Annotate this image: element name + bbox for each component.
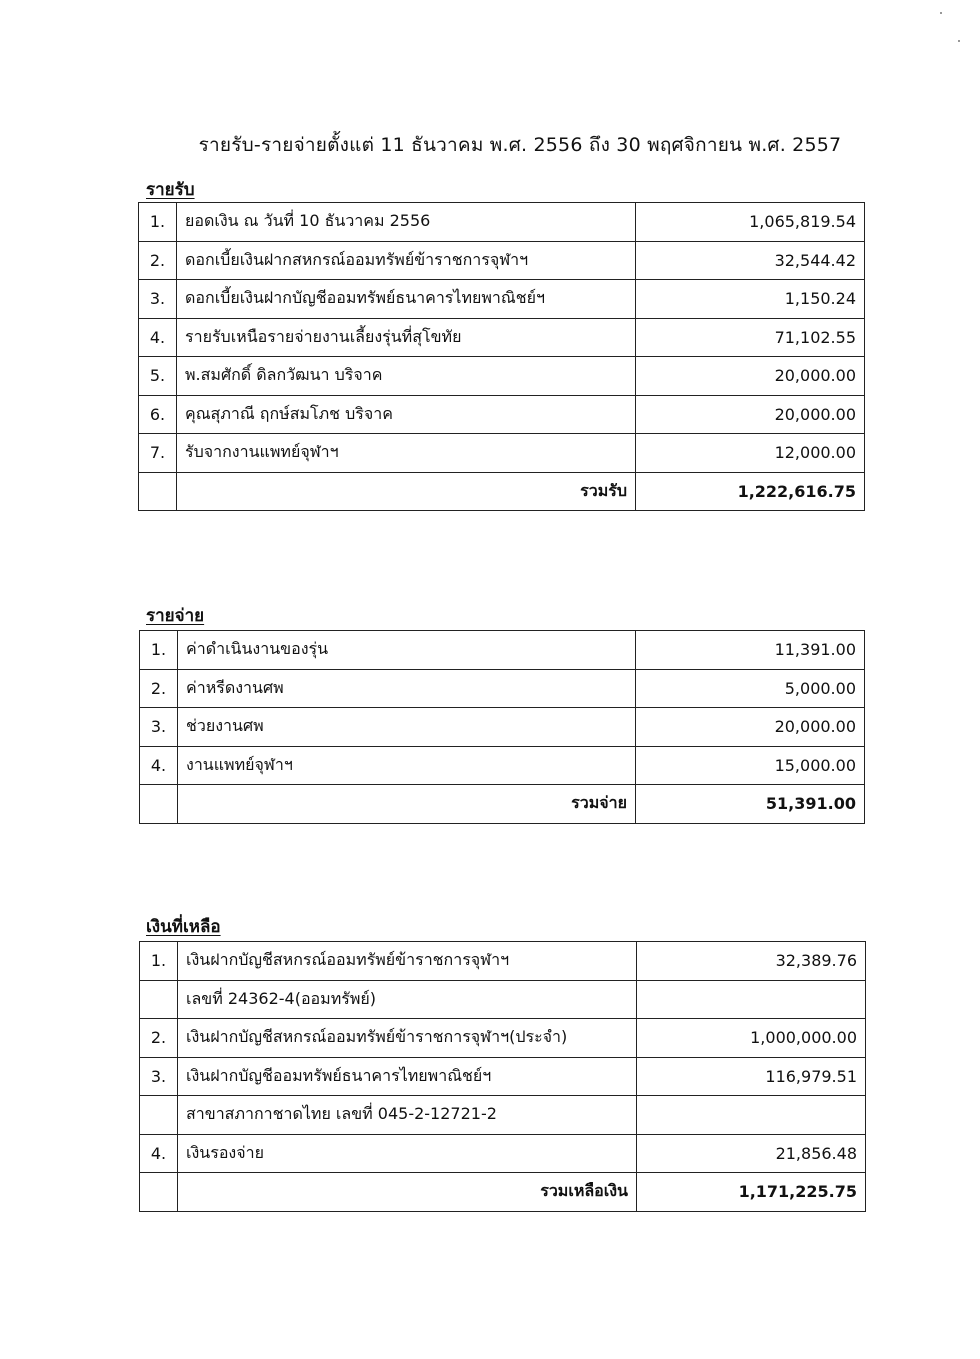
balance-row [140, 1057, 866, 1096]
balance-row [140, 1134, 866, 1173]
income-row [139, 318, 865, 357]
row-amount: 1,150.24 [636, 280, 865, 319]
row-number: 3. [140, 708, 178, 747]
row-description: เงินฝากบัญชีออมทรัพย์ธนาคารไทยพาณิชย์ฯ [178, 1057, 637, 1096]
row-number: 1. [140, 631, 178, 670]
row-amount: 15,000.00 [636, 746, 865, 785]
row-number: 2. [140, 669, 178, 708]
total-amount: 1,171,225.75 [637, 1173, 866, 1212]
row-description: ดอกเบี้ยเงินฝากสหกรณ์ออมทรัพย์ข้าราชการจุฬาฯ [177, 241, 636, 280]
page-title: รายรับ-รายจ่ายตั้งแต่ 11 ธันวาคม พ.ศ. 2556 ถึง 30 พฤศจิกายน พ.ศ. 2557 [198, 134, 842, 156]
income-row [139, 203, 865, 242]
row-amount: 20,000.00 [636, 357, 865, 396]
row-description: เงินฝากบัญชีสหกรณ์ออมทรัพย์ข้าราชการจุฬาฯ [178, 942, 637, 981]
scan-speck [940, 12, 942, 14]
row-description: เงินรองจ่าย [178, 1134, 637, 1173]
row-description: ช่วยงานศพ [178, 708, 636, 747]
total-amount: 51,391.00 [636, 785, 865, 824]
row-number: 4. [139, 318, 177, 357]
row-amount: 20,000.00 [636, 708, 865, 747]
row-description: คุณสุภาณี ฤกษ์สมโภช บริจาค [177, 395, 636, 434]
expense-total-row [140, 785, 865, 824]
row-number [140, 980, 178, 1019]
income-total-row [139, 472, 865, 511]
expense-row [140, 746, 865, 785]
row-description: ค่าหรีดงานศพ [178, 669, 636, 708]
income-heading: รายรับ [146, 180, 195, 200]
row-amount: 71,102.55 [636, 318, 865, 357]
row-description: รายรับเหนือรายจ่ายงานเลี้ยงรุ่นที่สุโขทัย [177, 318, 636, 357]
row-amount: 21,856.48 [637, 1134, 866, 1173]
row-description: สาขาสภากาชาดไทย เลขที่ 045-2-12721-2 [178, 1096, 637, 1135]
total-label: รวมจ่าย [178, 785, 636, 824]
row-number: 4. [140, 1134, 178, 1173]
row-description: ค่าดำเนินงานของรุ่น [178, 631, 636, 670]
balance-row [140, 1096, 866, 1135]
income-row [139, 357, 865, 396]
row-number: 4. [140, 746, 178, 785]
row-amount: 1,065,819.54 [636, 203, 865, 242]
row-amount: 12,000.00 [636, 434, 865, 473]
expense-row [140, 708, 865, 747]
row-number: 2. [139, 241, 177, 280]
balance-total-row [140, 1173, 866, 1212]
total-blank-cell [139, 472, 177, 511]
row-description: ดอกเบี้ยเงินฝากบัญชีออมทรัพย์ธนาคารไทยพาณิชย์ฯ [177, 280, 636, 319]
balance-row [140, 942, 866, 981]
row-amount: 32,544.42 [636, 241, 865, 280]
row-amount [637, 980, 866, 1019]
row-description: พ.สมศักดิ์ ดิลกวัฒนา บริจาค [177, 357, 636, 396]
row-number [140, 1096, 178, 1135]
total-blank-cell [140, 785, 178, 824]
expense-row [140, 669, 865, 708]
row-description: งานแพทย์จุฬาฯ [178, 746, 636, 785]
row-amount [637, 1096, 866, 1135]
balance-table [139, 941, 866, 1212]
row-amount: 1,000,000.00 [637, 1019, 866, 1058]
total-label: รวมเหลือเงิน [178, 1173, 637, 1212]
row-amount: 11,391.00 [636, 631, 865, 670]
row-number: 5. [139, 357, 177, 396]
balance-row [140, 980, 866, 1019]
row-number: 1. [140, 942, 178, 981]
row-amount: 32,389.76 [637, 942, 866, 981]
row-number: 2. [140, 1019, 178, 1058]
scan-speck [958, 40, 960, 42]
row-amount: 20,000.00 [636, 395, 865, 434]
row-description: เลขที่ 24362-4(ออมทรัพย์) [178, 980, 637, 1019]
row-number: 6. [139, 395, 177, 434]
row-description: รับจากงานแพทย์จุฬาฯ [177, 434, 636, 473]
balance-heading: เงินที่เหลือ [146, 917, 221, 937]
row-description: เงินฝากบัญชีสหกรณ์ออมทรัพย์ข้าราชการจุฬาฯ(ประจำ) [178, 1019, 637, 1058]
income-row [139, 395, 865, 434]
row-number: 7. [139, 434, 177, 473]
income-row [139, 241, 865, 280]
income-row [139, 434, 865, 473]
total-blank-cell [140, 1173, 178, 1212]
total-label: รวมรับ [177, 472, 636, 511]
expense-row [140, 631, 865, 670]
row-number: 1. [139, 203, 177, 242]
total-amount: 1,222,616.75 [636, 472, 865, 511]
row-amount: 5,000.00 [636, 669, 865, 708]
balance-row [140, 1019, 866, 1058]
row-number: 3. [139, 280, 177, 319]
row-description: ยอดเงิน ณ วันที่ 10 ธันวาคม 2556 [177, 203, 636, 242]
income-row [139, 280, 865, 319]
expense-heading: รายจ่าย [146, 606, 205, 626]
income-table [138, 202, 865, 511]
row-number: 3. [140, 1057, 178, 1096]
row-amount: 116,979.51 [637, 1057, 866, 1096]
expense-table [139, 630, 865, 824]
